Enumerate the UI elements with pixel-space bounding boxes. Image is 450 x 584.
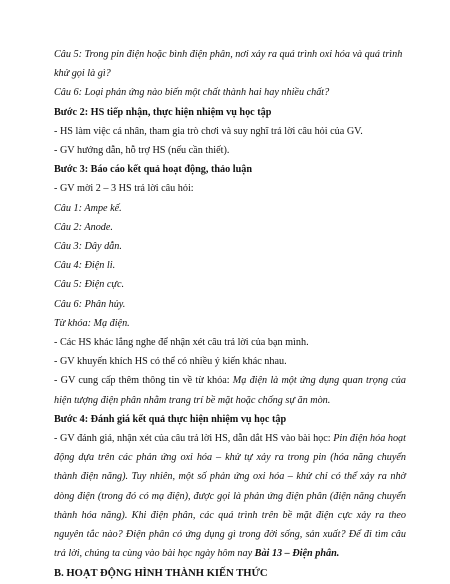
- step-2-heading: Bước 2: HS tiếp nhận, thực hiện nhiệm vụ học tập: [54, 106, 272, 118]
- answer-2: Câu 2: Anode.: [54, 221, 113, 233]
- question-6: Câu 6: Loại phản ứng nào biến một chất thành hai hay nhiều chất?: [54, 87, 330, 99]
- answer-1: Câu 1: Ampe kế.: [54, 202, 122, 214]
- step-2-item-1: - HS làm việc cá nhân, tham gia trò chơi và suy nghĩ trả lời câu hỏi của GV.: [54, 125, 363, 137]
- keyword-line: Từ khóa: Mạ điện.: [54, 317, 130, 329]
- step-3-item-1: - GV mời 2 – 3 HS trả lời câu hỏi:: [54, 183, 194, 195]
- answer-3: Câu 3: Dây dẫn.: [54, 241, 122, 253]
- step-3-item-4-prefix: - GV cung cấp thêm thông tin về từ khóa:: [54, 375, 233, 387]
- step-2-item-2: - GV hướng dẫn, hỗ trợ HS (nếu cần thiết).: [54, 145, 230, 157]
- step-3-heading: Bước 3: Báo cáo kết quả hoạt động, thảo luận: [54, 164, 252, 176]
- answer-6: Câu 6: Phân hủy.: [54, 298, 126, 310]
- step-4-prefix: - GV đánh giá, nhận xét của câu trả lời HS, dẫn dắt HS vào bài học:: [54, 433, 334, 445]
- section-b-heading: B. HOẠT ĐỘNG HÌNH THÀNH KIẾN THỨC: [54, 568, 268, 580]
- step-3-item-4: [54, 371, 406, 409]
- step-4-heading: Bước 4: Đánh giá kết quả thực hiện nhiệm vụ học tập: [54, 413, 287, 425]
- answer-4: Câu 4: Điện li.: [54, 260, 116, 272]
- answer-5: Câu 5: Điện cực.: [54, 279, 125, 291]
- step-3-item-4-italic: Mạ điện là một ứng dụng quan trọng của hiện tượng điện phân nhằm trang trí bề mặt hoặc chống sự ăn mòn.: [54, 375, 406, 406]
- step-4-paragraph: [54, 429, 406, 563]
- step-3-item-2: - Các HS khác lắng nghe để nhận xét câu trả lời của bạn mình.: [54, 337, 309, 349]
- lesson-title: Bài 13 – Điện phân.: [254, 548, 340, 560]
- document-page: [54, 45, 406, 584]
- step-4-italic: Pin điện hóa hoạt động dựa trên các phản ứng oxi hóa – khử tự xảy ra trong pin (hóa năng chuyển thành điện năng). Tuy nhiên, một số phản ứng oxi hóa – khử chỉ có thể xảy ra nhờ dòng điện (trong đó có mạ điện), được gọi là phản ứng điện phân (điện năng chuyển thành hóa năng). Khi điện phân, các quá trình trên bề mặt điện cực xảy ra theo nguyên tắc nào? Điện phân có ứng dụng gì trong đời sống, sản xuất? Để đi tìm câu trả lời, chúng ta cùng vào bài học ngày hôm nay: [54, 433, 406, 560]
- question-5-line-1: Câu 5: Trong pin điện hoặc bình điện phân, nơi xảy ra quá trình oxi hóa và quá trình: [54, 49, 403, 60]
- step-3-item-3: - GV khuyến khích HS có thể có nhiều ý kiến khác nhau.: [54, 356, 287, 368]
- question-5-line-2: khử gọi là gì?: [54, 68, 111, 80]
